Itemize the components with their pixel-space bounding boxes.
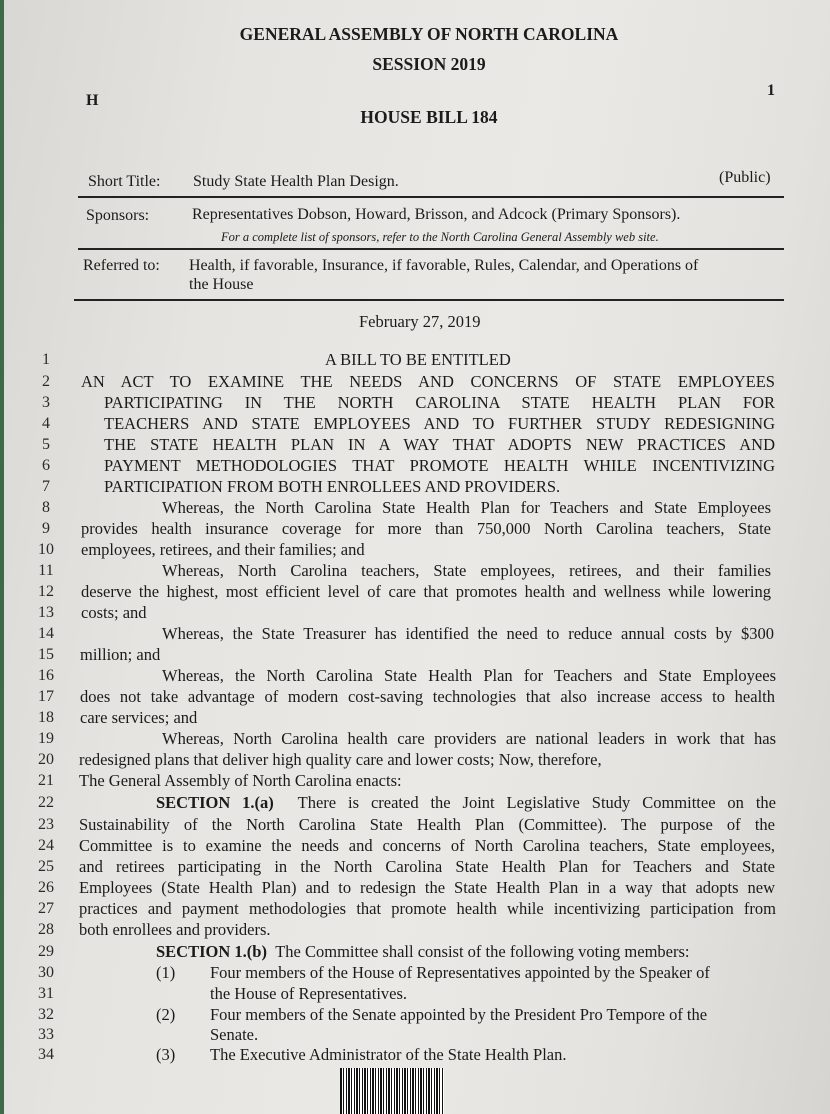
act-title-line: PARTICIPATING IN THE NORTH CAROLINA STATE HEALTH PLAN FOR — [104, 393, 775, 412]
line-number: 13 — [38, 604, 54, 621]
act-title-line: PAYMENT METHODOLOGIES THAT PROMOTE HEALTH WHILE INCENTIVIZING — [104, 456, 775, 475]
bill-text-line: practices and payment methodologies that promote health while incentivizing participation from — [79, 899, 776, 918]
line-number: 23 — [38, 816, 54, 833]
bill-text-line: Whereas, the North Carolina State Health Plan for Teachers and State Employees — [162, 498, 771, 517]
list-item-number: (3) — [156, 1045, 176, 1064]
barcode — [340, 1068, 444, 1114]
section-text: The Committee shall consist of the following voting members: — [275, 942, 690, 961]
list-item-number: (1) — [156, 963, 176, 982]
line-number: 34 — [38, 1046, 54, 1063]
line-number: 11 — [38, 562, 54, 579]
page-edge — [0, 0, 4, 1114]
section-line — [156, 793, 776, 813]
sponsors-value: Representatives Dobson, Howard, Brisson, and Adcock (Primary Sponsors). — [192, 206, 681, 223]
act-title-line: THE STATE HEALTH PLAN IN A WAY THAT ADOPTS NEW PRACTICES AND — [104, 435, 775, 454]
list-item-text: Four members of the Senate appointed by the President Pro Tempore of the — [210, 1005, 708, 1024]
bill-text-line: care services; and — [80, 708, 198, 727]
line-number: 32 — [38, 1006, 54, 1023]
referred-value-line1: Health, if favorable, Insurance, if favorable, Rules, Calendar, and Operations of — [189, 257, 699, 274]
line-number: 33 — [38, 1026, 54, 1043]
line-number: 27 — [38, 900, 54, 917]
section-heading: SECTION 1.(a) — [156, 793, 274, 812]
bill-text-line: the House of Representatives. — [210, 984, 408, 1003]
line-number: 21 — [38, 772, 54, 789]
line-number: 16 — [38, 667, 54, 684]
act-title-line: AN ACT TO EXAMINE THE NEEDS AND CONCERNS OF STATE EMPLOYEES — [81, 372, 775, 391]
bill-text-line: Whereas, North Carolina teachers, State employees, retirees, and their families — [162, 561, 771, 580]
referred-label: Referred to: — [83, 257, 160, 274]
bill-text-line: million; and — [80, 645, 161, 664]
bill-text-line: The General Assembly of North Carolina enacts: — [79, 771, 402, 790]
line-number: 24 — [38, 837, 54, 854]
line-number: 15 — [38, 646, 54, 663]
page-number: 1 — [767, 82, 775, 99]
bill-text-line: Whereas, North Carolina health care providers are national leaders in work that has — [162, 729, 776, 748]
bill-text-line: Employees (State Health Plan) and to redesign the State Health Plan in a way that adopts new — [79, 878, 775, 897]
line-number: 25 — [38, 858, 54, 875]
list-item-number: (2) — [156, 1005, 176, 1024]
line-number: 8 — [42, 499, 50, 516]
divider — [78, 196, 784, 198]
bill-text-line: Committee is to examine the needs and concerns of North Carolina teachers, State employees, — [79, 836, 775, 855]
sponsors-note: For a complete list of sponsors, refer to the North Carolina General Assembly web site. — [221, 230, 659, 244]
section-heading: SECTION 1.(b) — [156, 942, 267, 961]
list-item-text: Four members of the House of Representatives appointed by the Speaker of — [210, 963, 710, 982]
list-item-text: The Executive Administrator of the State Health Plan. — [210, 1045, 567, 1064]
line-number: 5 — [42, 436, 50, 453]
referred-value-line2: the House — [189, 276, 254, 293]
line-number: 3 — [42, 394, 50, 411]
bill-title: HOUSE BILL 184 — [360, 107, 498, 127]
line-number: 18 — [38, 709, 54, 726]
line-number: 20 — [38, 751, 54, 768]
act-title-line: PARTICIPATION FROM BOTH ENROLLEES AND PROVIDERS. — [104, 477, 561, 496]
line-number: 9 — [42, 520, 50, 537]
line-number: 17 — [38, 688, 54, 705]
sponsors-label: Sponsors: — [86, 207, 150, 224]
line-number: 1 — [42, 351, 50, 368]
line-number: 6 — [42, 457, 50, 474]
bill-text-line: Senate. — [210, 1025, 259, 1044]
section-line — [156, 942, 689, 962]
line-number: 14 — [38, 625, 54, 642]
bill-date: February 27, 2019 — [359, 312, 481, 331]
session-title: SESSION 2019 — [372, 54, 486, 74]
bill-text-line: provides health insurance coverage for more than 750,000 North Carolina teachers, State — [81, 519, 771, 538]
line-number: 12 — [38, 583, 54, 600]
line-number: 28 — [38, 921, 54, 938]
line-number: 19 — [38, 730, 54, 747]
line-number: 2 — [42, 373, 50, 390]
bill-text-line: employees, retirees, and their families; and — [81, 540, 365, 559]
line-number: 22 — [38, 794, 54, 811]
bill-text-line: Whereas, the North Carolina State Health Plan for Teachers and State Employees — [162, 666, 776, 685]
spacer — [274, 793, 298, 812]
act-title-line: TEACHERS AND STATE EMPLOYEES AND TO FURTHER STUDY REDESIGNING — [104, 414, 775, 433]
divider — [74, 299, 784, 301]
assembly-title: GENERAL ASSEMBLY OF NORTH CAROLINA — [239, 24, 619, 44]
line-number: 26 — [38, 879, 54, 896]
line-number: 4 — [42, 415, 50, 432]
divider — [78, 248, 784, 250]
bill-text-line: both enrollees and providers. — [79, 920, 271, 939]
chamber-letter: H — [86, 92, 99, 109]
bill-text-line: does not take advantage of modern cost-saving technologies that also increase access to health — [80, 687, 775, 706]
short-title-value: Study State Health Plan Design. — [193, 173, 399, 190]
bill-text-line: deserve the highest, most efficient level of care that promotes health and wellness while lowering — [81, 582, 771, 601]
bill-text-line: Sustainability of the North Carolina State Health Plan (Committee). The purpose of the — [79, 815, 775, 834]
line-number: 31 — [38, 985, 54, 1002]
section-text: There is created the Joint Legislative Study Committee on the — [297, 793, 777, 812]
act-title-line: A BILL TO BE ENTITLED — [325, 350, 511, 369]
short-title-label: Short Title: — [88, 173, 161, 190]
spacer — [267, 942, 275, 961]
bill-text-line: Whereas, the State Treasurer has identified the need to reduce annual costs by $300 — [162, 624, 774, 643]
bill-text-line: costs; and — [81, 603, 147, 622]
bill-text-line: and retirees participating in the North Carolina State Health Plan for Teachers and State — [79, 857, 775, 876]
bill-text-line: redesigned plans that deliver high quality care and lower costs; Now, therefore, — [79, 750, 602, 769]
line-number: 7 — [42, 478, 50, 495]
line-number: 29 — [38, 943, 54, 960]
line-number: 10 — [38, 541, 54, 558]
public-badge: (Public) — [719, 169, 771, 186]
line-number: 30 — [38, 964, 54, 981]
